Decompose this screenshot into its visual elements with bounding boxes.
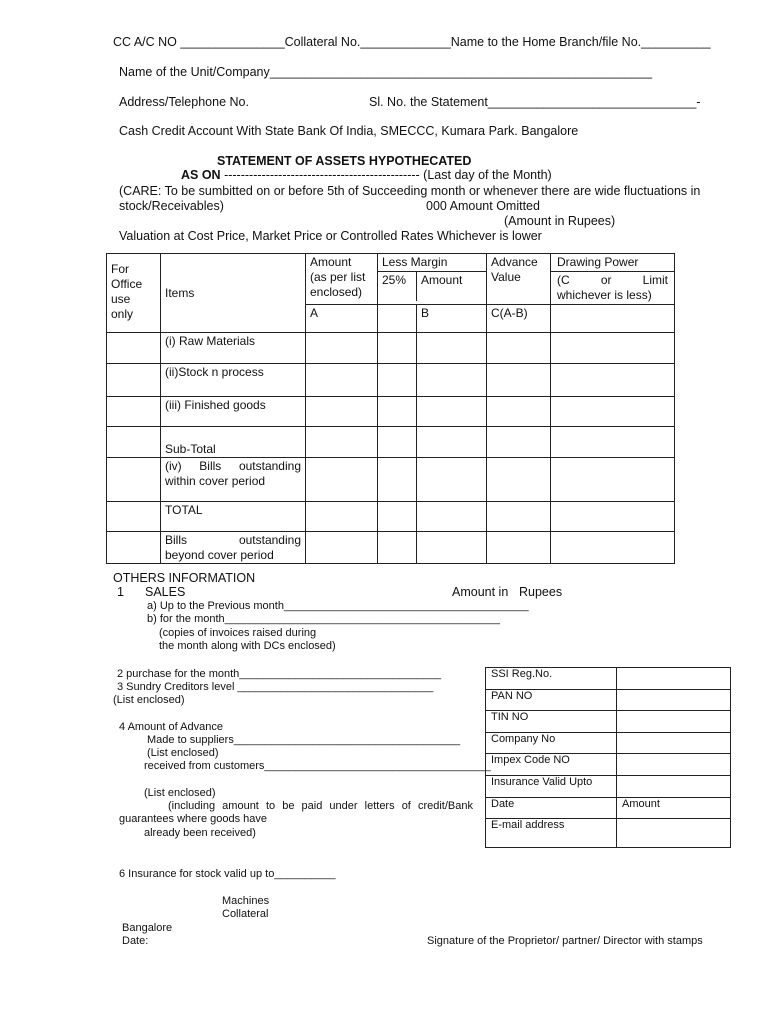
invoice-note-1: (copies of invoices raised during <box>159 627 317 639</box>
items-header: Items <box>161 254 306 333</box>
sales-label: SALES <box>145 585 186 599</box>
amount-omitted-note: 000 Amount Omitted <box>426 199 540 213</box>
sales-previous-month: a) Up to the Previous month________________________________________ <box>147 600 529 612</box>
header-line-account: CC A/C NO _______________Collateral No._____________Name to the Home Branch/file No.__________ <box>113 35 711 49</box>
margin-percent: 25% <box>378 272 417 301</box>
row-stock-in-process: (ii)Stock n process <box>161 364 306 397</box>
row-subtotal: Sub-Total <box>161 427 306 458</box>
header-address-label: Address/Telephone No. <box>119 95 249 109</box>
table-row <box>107 397 675 427</box>
sales-this-month: b) for the month_____________________________________________ <box>147 613 500 625</box>
advance-customers: received from customers_____________________________________ <box>144 760 491 772</box>
registration-table <box>485 667 731 848</box>
table-row <box>107 364 675 397</box>
ssi-reg-label: SSI Reg.No. <box>486 668 617 690</box>
insurance-line: 6 Insurance for stock valid up to__________ <box>119 868 336 880</box>
row-bills-beyond-cover: Bills outstanding beyond cover period <box>161 532 306 564</box>
tin-label: TIN NO <box>486 711 617 733</box>
as-on-label: AS ON <box>181 168 221 182</box>
rupees-label: Rupees <box>519 585 563 599</box>
code-c: C(A-B) <box>487 305 551 333</box>
signature-line: Signature of the Proprietor/ partner/ Director with stamps <box>427 935 703 947</box>
others-title: OTHERS INFORMATION <box>113 571 256 585</box>
header-line-unit: Name of the Unit/Company_______________________________________________________ <box>119 65 653 79</box>
header-bank-line: Cash Credit Account With State Bank Of India, SMECCC, Kumara Park. Bangalore <box>119 124 579 138</box>
table-row <box>107 502 675 532</box>
valuation-note: Valuation at Cost Price, Market Price or Controlled Rates Whichever is lower <box>119 229 542 243</box>
collateral-label: Collateral <box>222 908 269 920</box>
less-margin-header: Less Margin 25% Amount <box>378 254 487 305</box>
purchase-line: 2 purchase for the month_________________________________ <box>117 668 442 680</box>
amount-header: Amount (as per list enclosed) <box>306 254 378 305</box>
code-a: A <box>306 305 378 333</box>
credit-note-line3: already been received) <box>144 827 256 839</box>
pan-label: PAN NO <box>486 689 617 711</box>
drawing-power-header: Drawing Power (C or Limit whichever is less) <box>551 254 675 305</box>
table-row <box>107 333 675 364</box>
row-total: TOTAL <box>161 502 306 532</box>
table-row <box>107 427 675 458</box>
insurance-valid-label: Insurance Valid Upto <box>486 775 617 797</box>
company-no-label: Company No <box>486 732 617 754</box>
as-on-line <box>181 168 552 182</box>
row-bills-within-cover: (iv) Bills outstanding within cover period <box>161 458 306 502</box>
credit-note-line1: (including amount to be paid under letters of credit/Bank <box>168 800 473 812</box>
header-statement-number: Sl. No. the Statement______________________________- <box>369 95 701 109</box>
statement-title: STATEMENT OF ASSETS HYPOTHECATED <box>217 154 472 168</box>
row-raw-materials: (i) Raw Materials <box>161 333 306 364</box>
amount-in-rupees-note: (Amount in Rupees) <box>504 214 616 228</box>
list-enclosed-2: (List enclosed) <box>147 747 219 759</box>
advance-suppliers: Made to suppliers_____________________________________ <box>147 734 461 746</box>
list-enclosed-3: (List enclosed) <box>144 787 216 799</box>
sales-number: 1 <box>117 585 124 599</box>
list-enclosed-1: (List enclosed) <box>113 694 185 706</box>
date-label: Date: <box>122 935 149 947</box>
email-label: E-mail address <box>486 819 617 848</box>
sundry-creditors-line: 3 Sundry Creditors level ________________________________ <box>117 681 434 693</box>
impex-code-label: Impex Code NO <box>486 754 617 776</box>
table-row <box>107 458 675 502</box>
care-note-line2: stock/Receivables) <box>119 199 224 213</box>
amount-in-label: Amount in <box>452 585 509 599</box>
place-label: Bangalore <box>122 922 173 934</box>
date-field-label: Date <box>486 797 617 819</box>
advance-value-header: Advance Value <box>487 254 551 305</box>
office-use-header: For Office use only <box>107 254 161 333</box>
credit-note-line2: guarantees where goods have <box>119 813 267 825</box>
advance-line: 4 Amount of Advance <box>119 721 223 733</box>
as-on-date: ----------------------------------------------- (Last day of the Month) <box>220 168 552 182</box>
margin-amount-header: Amount <box>421 273 463 287</box>
code-b: B <box>417 305 487 333</box>
amount-field-label: Amount <box>617 797 731 819</box>
machines-label: Machines <box>222 895 270 907</box>
care-note-line1: (CARE: To be sumbitted on or before 5th of Succeeding month or whenever there are wide fluctuations in <box>119 184 701 198</box>
assets-table <box>106 253 675 564</box>
row-finished-goods: (iii) Finished goods <box>161 397 306 427</box>
invoice-note-2: the month along with DCs enclosed) <box>159 640 336 652</box>
table-row <box>107 532 675 564</box>
